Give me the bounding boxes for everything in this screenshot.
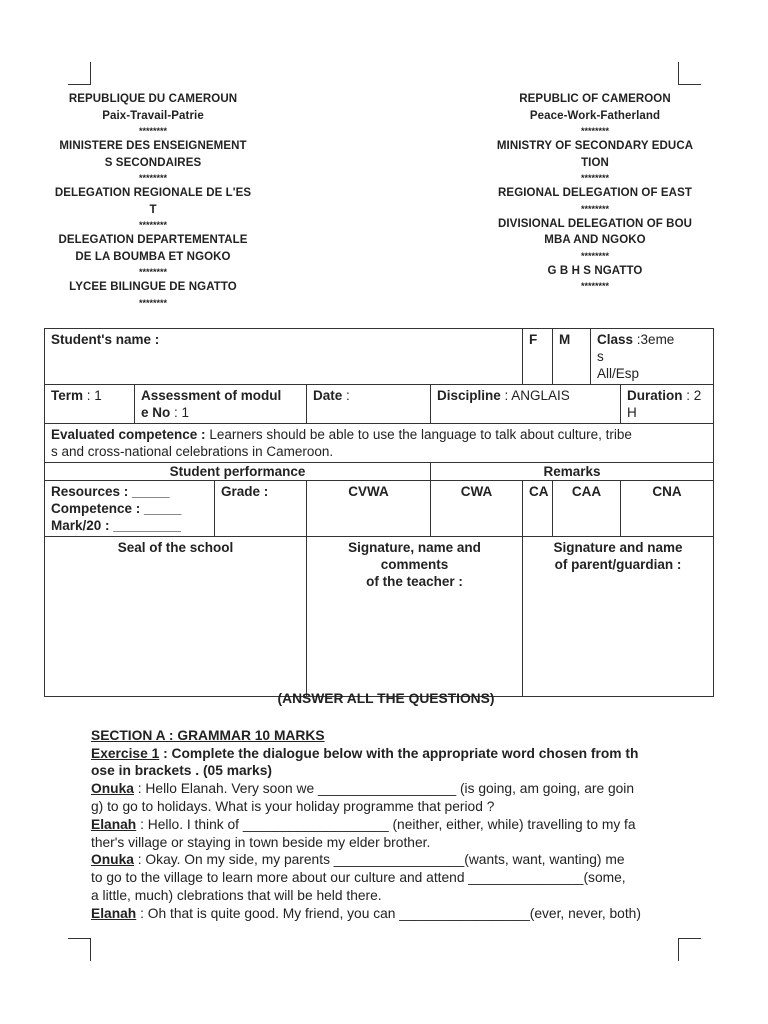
- motto: Peace-Work-Fatherland: [529, 109, 661, 122]
- date-cell[interactable]: Date :: [307, 385, 431, 424]
- student-name-field[interactable]: Student's name :: [45, 329, 523, 385]
- remark-ca[interactable]: CA: [523, 481, 553, 537]
- exam-content: [91, 690, 681, 923]
- dialogue-line: to go to the village to learn more about our culture and attend _______________(some,: [91, 870, 626, 886]
- remark-cna[interactable]: CNA: [621, 481, 714, 537]
- remark-cvwa[interactable]: CVWA: [307, 481, 431, 537]
- remark-cwa[interactable]: CWA: [431, 481, 523, 537]
- class-cell: Class :3eme s All/Esp: [591, 329, 714, 385]
- departmental-line-1: DELEGATION DEPARTEMENTALE: [58, 234, 248, 246]
- dialogue-line: Onuka : Hello Elanah. Very soon we __________________ (is going, am going, are goin: [91, 781, 635, 797]
- student-info-table: [44, 328, 714, 697]
- crop-mark-top-left: [68, 62, 91, 85]
- regional-line: REGIONAL DELEGATION OF EAST: [498, 187, 692, 199]
- ministry-line-2: TION: [581, 156, 609, 169]
- exercise-1-instruction: Exercise 1 : Complete the dialogue below with the appropriate word chosen from th ose in brackets . (05 marks): [91, 745, 639, 779]
- dialogue-line: a little, much) clebrations that will be held there.: [91, 887, 382, 903]
- ministry-line-1: MINISTERE DES ENSEIGNEMENT: [59, 140, 247, 152]
- performance-fields[interactable]: Resources : _____ Competence : _____ Mark/20 : _________: [45, 481, 215, 537]
- country-name: REPUBLIQUE DU CAMEROUN: [68, 93, 238, 105]
- school-name: LYCEE BILINGUE DE NGATTO: [69, 281, 237, 293]
- school-seal-box: Seal of the school: [45, 537, 307, 697]
- separator: ********: [580, 126, 610, 136]
- student-performance-header: Student performance: [45, 463, 431, 481]
- separator: ********: [138, 267, 168, 277]
- dialogue-line: ther's village or staying in town beside my elder brother.: [91, 834, 431, 850]
- grade-cell[interactable]: Grade :: [215, 481, 307, 537]
- crop-mark-bottom-left: [68, 938, 91, 961]
- motto: Paix-Travail-Patrie: [102, 109, 204, 122]
- gender-f-box[interactable]: F: [523, 329, 553, 385]
- dialogue-line: Elanah : Oh that is quite good. My friend, you can _________________(ever, never, both): [91, 905, 641, 921]
- school-name: G B H S NGATTO: [547, 264, 643, 277]
- country-name: REPUBLIC OF CAMEROON: [519, 93, 671, 105]
- dialogue-line: Elanah : Hello. I think of ___________________ (neither, either, while) travelling to my fa: [91, 816, 636, 832]
- ministry-line-2: S SECONDAIRES: [104, 156, 202, 169]
- duration-cell: Duration : 2 H: [621, 385, 714, 424]
- separator: ********: [580, 250, 610, 261]
- dialogue-line: Onuka : Okay. On my side, my parents _________________(wants, want, wanting) me: [91, 852, 625, 868]
- teacher-signature-box[interactable]: Signature, name and comments of the teacher :: [307, 537, 523, 697]
- divisional-line-1: DIVISIONAL DELEGATION OF BOU: [497, 217, 693, 230]
- separator: ********: [580, 203, 610, 214]
- crop-mark-top-right: [678, 62, 701, 85]
- evaluated-competence: Evaluated competence : Learners should be able to use the language to talk about culture, tribe s and cross-national celebrations in Cameroon.: [45, 424, 714, 463]
- parent-signature-box[interactable]: Signature and name of parent/guardian :: [523, 537, 714, 697]
- ministry-line-1: MINISTRY OF SECONDARY EDUCA: [496, 140, 694, 152]
- crop-mark-bottom-right: [678, 938, 701, 961]
- divisional-line-2: MBA AND NGOKO: [544, 234, 646, 246]
- instruction-heading: (ANSWER ALL THE QUESTIONS): [277, 691, 495, 706]
- discipline-cell: Discipline : ANGLAIS: [431, 385, 621, 424]
- separator: ********: [138, 173, 168, 183]
- term-cell: Term : 1: [45, 385, 135, 424]
- separator: ********: [580, 173, 610, 183]
- separator: ********: [138, 297, 168, 308]
- remark-caa[interactable]: CAA: [553, 481, 621, 537]
- regional-line-2: T: [149, 203, 157, 216]
- header-left-french: [44, 91, 262, 310]
- regional-line-1: DELEGATION REGIONALE DE L'ES: [54, 187, 252, 199]
- dialogue-line: g) to go to holidays. What is your holiday programme that period ?: [91, 798, 495, 814]
- section-a-title: SECTION A : GRAMMAR 10 MARKS: [91, 727, 325, 743]
- separator: ********: [138, 126, 168, 136]
- separator: ********: [580, 281, 610, 291]
- departmental-line-2: DE LA BOUMBA ET NGOKO: [75, 250, 231, 263]
- remarks-header: Remarks: [431, 463, 714, 481]
- separator: ********: [138, 220, 168, 230]
- header-right-english: [484, 91, 706, 293]
- assessment-cell: Assessment of modul e No : 1: [135, 385, 307, 424]
- gender-m-box[interactable]: M: [553, 329, 591, 385]
